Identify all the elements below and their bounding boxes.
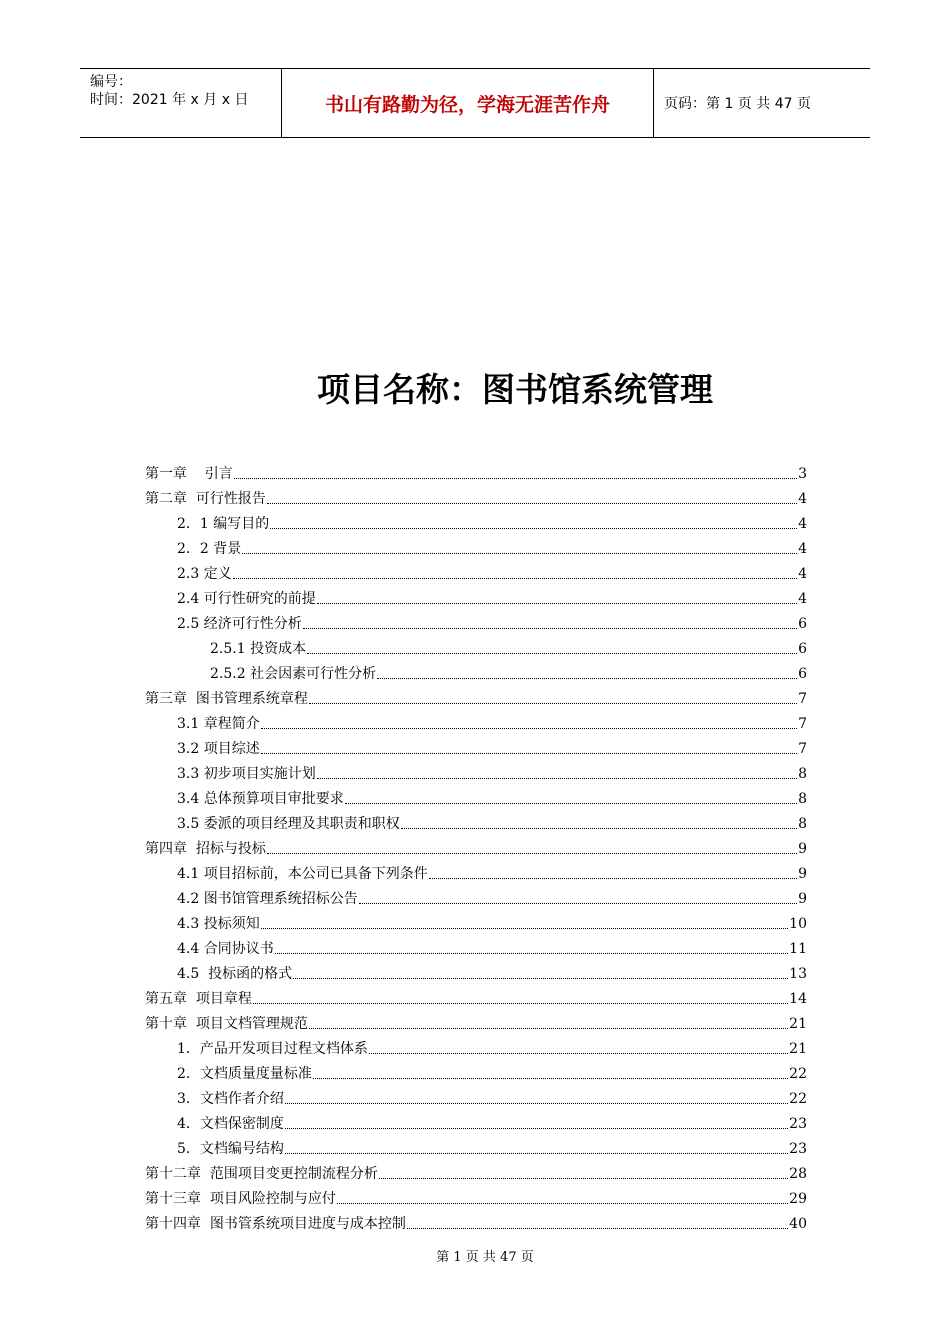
toc-leader-dots bbox=[285, 1103, 788, 1104]
toc-entry-page: 11 bbox=[789, 941, 807, 957]
toc-entry-page: 40 bbox=[789, 1216, 807, 1232]
toc-entry-title: 2.4 可行性研究的前提 bbox=[177, 591, 316, 607]
toc-entry-page: 8 bbox=[798, 791, 807, 807]
toc-entry[interactable] bbox=[145, 1133, 807, 1158]
toc-leader-dots bbox=[293, 978, 788, 979]
toc-entry[interactable] bbox=[145, 958, 807, 983]
toc-leader-dots bbox=[261, 928, 788, 929]
toc-entry[interactable] bbox=[145, 633, 807, 658]
toc-entry-title: 3.4 总体预算项目审批要求 bbox=[177, 791, 344, 807]
toc-entry[interactable] bbox=[145, 758, 807, 783]
toc-leader-dots bbox=[303, 628, 797, 629]
toc-leader-dots bbox=[270, 528, 797, 529]
toc-entry[interactable] bbox=[145, 783, 807, 808]
toc-entry-title: 4．文档保密制度 bbox=[177, 1116, 284, 1132]
toc-entry[interactable] bbox=[145, 808, 807, 833]
toc-leader-dots bbox=[233, 578, 797, 579]
toc-entry-title: 第十四章 图书管系统项目进度与成本控制 bbox=[145, 1216, 406, 1232]
toc-leader-dots bbox=[359, 903, 797, 904]
toc-entry-page: 10 bbox=[789, 916, 807, 932]
toc-entry-title: 第十章 项目文档管理规范 bbox=[145, 1016, 308, 1032]
toc-entry-page: 8 bbox=[798, 816, 807, 832]
toc-entry[interactable] bbox=[145, 508, 807, 533]
toc-entry-title: 3.3 初步项目实施计划 bbox=[177, 766, 316, 782]
toc-entry[interactable] bbox=[145, 1158, 807, 1183]
header-page-info: 页码：第 1 页 共 47 页 bbox=[664, 96, 811, 112]
toc-entry-title: 5．文档编号结构 bbox=[177, 1141, 284, 1157]
toc-entry-title: 第四章 招标与投标 bbox=[145, 841, 266, 857]
toc-leader-dots bbox=[369, 1053, 788, 1054]
toc-leader-dots bbox=[379, 1178, 788, 1179]
toc-entry-page: 22 bbox=[789, 1066, 807, 1082]
toc-leader-dots bbox=[253, 1003, 788, 1004]
toc-entry-page: 8 bbox=[798, 766, 807, 782]
toc-entry[interactable] bbox=[145, 858, 807, 883]
toc-leader-dots bbox=[261, 753, 797, 754]
toc-entry-page: 22 bbox=[789, 1091, 807, 1107]
toc-entry-page: 29 bbox=[789, 1191, 807, 1207]
toc-entry-title: 3.2 项目综述 bbox=[177, 741, 260, 757]
toc-leader-dots bbox=[429, 878, 797, 879]
toc-entry-page: 21 bbox=[789, 1041, 807, 1057]
table-of-contents bbox=[145, 458, 807, 1233]
toc-leader-dots bbox=[275, 953, 788, 954]
toc-entry[interactable] bbox=[145, 583, 807, 608]
toc-entry-page: 9 bbox=[798, 841, 807, 857]
toc-entry-page: 6 bbox=[798, 616, 807, 632]
toc-entry-page: 28 bbox=[789, 1166, 807, 1182]
toc-entry[interactable] bbox=[145, 1108, 807, 1133]
toc-entry[interactable] bbox=[145, 883, 807, 908]
toc-entry-page: 4 bbox=[798, 516, 807, 532]
toc-entry[interactable] bbox=[145, 1058, 807, 1083]
toc-leader-dots bbox=[261, 728, 797, 729]
toc-entry-title: 4.1 项目招标前，本公司已具备下列条件 bbox=[177, 866, 428, 882]
toc-leader-dots bbox=[285, 1153, 788, 1154]
toc-entry-title: 第二章 可行性报告 bbox=[145, 491, 266, 507]
toc-entry[interactable] bbox=[145, 483, 807, 508]
toc-entry-title: 4.5 投标函的格式 bbox=[177, 966, 293, 982]
toc-entry-page: 6 bbox=[798, 641, 807, 657]
toc-entry[interactable] bbox=[145, 1208, 807, 1233]
toc-entry[interactable] bbox=[145, 933, 807, 958]
toc-entry-page: 3 bbox=[798, 466, 807, 482]
toc-entry[interactable] bbox=[145, 608, 807, 633]
toc-entry-page: 23 bbox=[789, 1116, 807, 1132]
toc-entry[interactable] bbox=[145, 1083, 807, 1108]
toc-leader-dots bbox=[267, 503, 797, 504]
toc-leader-dots bbox=[285, 1128, 788, 1129]
toc-entry-title: 第十三章 项目风险控制与应付 bbox=[145, 1191, 336, 1207]
toc-entry-title: 第十二章 范围项目变更控制流程分析 bbox=[145, 1166, 378, 1182]
toc-leader-dots bbox=[317, 778, 797, 779]
toc-entry[interactable] bbox=[145, 833, 807, 858]
toc-entry-title: 2.5.1 投资成本 bbox=[210, 641, 307, 657]
toc-entry[interactable] bbox=[145, 708, 807, 733]
toc-entry-page: 4 bbox=[798, 566, 807, 582]
page-header bbox=[80, 68, 870, 138]
toc-leader-dots bbox=[267, 853, 797, 854]
toc-entry-title: 2.5.2 社会因素可行性分析 bbox=[210, 666, 377, 682]
number-label: 编号： bbox=[90, 74, 132, 90]
time-label: 时间：2021 年 x 月 x 日 bbox=[90, 92, 249, 108]
toc-entry-title: 4.4 合同协议书 bbox=[177, 941, 274, 957]
toc-leader-dots bbox=[407, 1228, 788, 1229]
toc-entry-title: 第一章 引言 bbox=[145, 466, 233, 482]
toc-leader-dots bbox=[242, 553, 797, 554]
toc-entry-page: 9 bbox=[798, 866, 807, 882]
toc-entry-page: 13 bbox=[789, 966, 807, 982]
toc-entry-page: 7 bbox=[798, 716, 807, 732]
toc-entry-page: 6 bbox=[798, 666, 807, 682]
toc-leader-dots bbox=[401, 828, 797, 829]
header-motto: 书山有路勤为径，学海无涯苦作舟 bbox=[282, 69, 654, 137]
toc-entry-title: 2．2 背景 bbox=[177, 541, 242, 557]
toc-entry[interactable] bbox=[145, 533, 807, 558]
toc-entry[interactable] bbox=[145, 983, 807, 1008]
toc-entry-title: 第三章 图书管理系统章程 bbox=[145, 691, 308, 707]
toc-entry-page: 21 bbox=[789, 1016, 807, 1032]
toc-entry-title: 4.3 投标须知 bbox=[177, 916, 260, 932]
toc-entry-title: 3.5 委派的项目经理及其职责和职权 bbox=[177, 816, 400, 832]
toc-entry[interactable] bbox=[145, 658, 807, 683]
page-footer: 第 1 页 共 47 页 bbox=[436, 1250, 534, 1265]
toc-entry-page: 9 bbox=[798, 891, 807, 907]
toc-entry-page: 23 bbox=[789, 1141, 807, 1157]
toc-entry[interactable] bbox=[145, 733, 807, 758]
toc-entry-title: 3．文档作者介绍 bbox=[177, 1091, 284, 1107]
toc-entry-title: 3.1 章程简介 bbox=[177, 716, 260, 732]
toc-entry-page: 4 bbox=[798, 541, 807, 557]
document-title: 项目名称：图书馆系统管理 bbox=[317, 370, 713, 409]
toc-entry-title: 4.2 图书馆管理系统招标公告 bbox=[177, 891, 358, 907]
toc-entry-title: 2．1 编写目的 bbox=[177, 516, 270, 532]
toc-leader-dots bbox=[234, 478, 797, 479]
toc-leader-dots bbox=[345, 803, 797, 804]
toc-leader-dots bbox=[377, 678, 797, 679]
toc-entry-title: 2．文档质量度量标准 bbox=[177, 1066, 312, 1082]
toc-leader-dots bbox=[309, 1028, 788, 1029]
toc-entry-title: 2.5 经济可行性分析 bbox=[177, 616, 302, 632]
toc-entry[interactable] bbox=[145, 458, 807, 483]
toc-leader-dots bbox=[317, 603, 797, 604]
toc-entry[interactable] bbox=[145, 1183, 807, 1208]
toc-leader-dots bbox=[309, 703, 797, 704]
toc-entry-title: 1．产品开发项目过程文档体系 bbox=[177, 1041, 368, 1057]
toc-leader-dots bbox=[307, 653, 797, 654]
toc-entry[interactable] bbox=[145, 1008, 807, 1033]
toc-entry[interactable] bbox=[145, 558, 807, 583]
toc-entry[interactable] bbox=[145, 1033, 807, 1058]
toc-leader-dots bbox=[337, 1203, 788, 1204]
toc-entry[interactable] bbox=[145, 908, 807, 933]
toc-leader-dots bbox=[313, 1078, 788, 1079]
toc-entry-title: 2.3 定义 bbox=[177, 566, 232, 582]
toc-entry-page: 14 bbox=[789, 991, 807, 1007]
toc-entry-page: 7 bbox=[798, 691, 807, 707]
toc-entry-title: 第五章 项目章程 bbox=[145, 991, 252, 1007]
header-meta-cell bbox=[80, 69, 282, 137]
toc-entry-page: 4 bbox=[798, 491, 807, 507]
toc-entry-page: 7 bbox=[798, 741, 807, 757]
toc-entry-page: 4 bbox=[798, 591, 807, 607]
toc-entry[interactable] bbox=[145, 683, 807, 708]
